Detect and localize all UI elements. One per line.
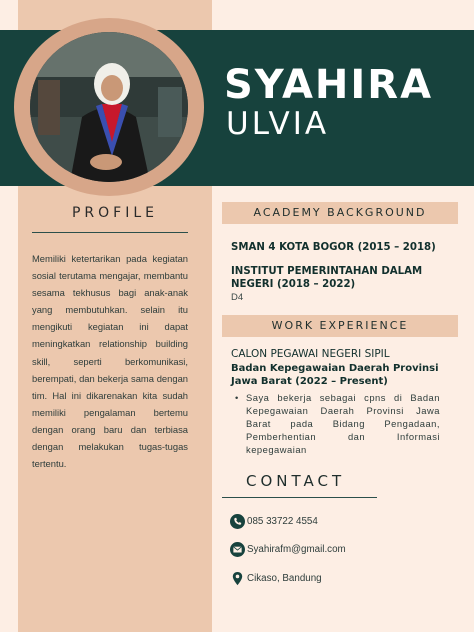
profile-photo	[30, 32, 188, 182]
profile-text: Memiliki ketertarikan pada kegiatan sosial terutama mengajar, membantu sesama tekhusus bagi anak-anak yang membutuhkan. selain itu mengikuti kegiatan ini dapat meningkatkan relationship building skill, seperti berkomunikasi, berempati, dan bekerja sama dengan tim. Hal ini dikarenakan kita sudah memiliki pengalaman bertemu dengan orang baru dan terbiasa dengan melakukan tugas-tugas tertentu.	[32, 253, 188, 470]
last-name: ULVIA	[226, 106, 330, 142]
job-organization: Badan Kepegawaian Daerah Provinsi Jawa Barat (2022 – Present)	[231, 363, 439, 387]
map-pin-icon	[230, 571, 245, 586]
education-item-institute: INSTITUT PEMERINTAHAN DALAM NEGERI (2018 – 2022)	[231, 266, 423, 290]
contact-location	[230, 570, 322, 586]
envelope-icon	[230, 542, 245, 557]
email-address: Syahirafm@gmail.com	[247, 543, 346, 555]
profile-heading: PROFILE	[71, 205, 159, 221]
contact-phone	[230, 513, 318, 529]
academy-heading: ACADEMY BACKGROUND	[222, 202, 458, 224]
phone-number: 085 33722 4554	[247, 515, 318, 527]
contact-email	[230, 541, 346, 557]
contact-divider	[222, 497, 377, 498]
work-heading: WORK EXPERIENCE	[222, 315, 458, 337]
location-text: Cikaso, Bandung	[247, 572, 322, 584]
first-name: SYAHIRA	[224, 62, 434, 108]
job-position: CALON PEGAWAI NEGERI SIPIL	[231, 348, 390, 360]
job-description-list	[235, 391, 440, 456]
phone-icon	[230, 514, 245, 529]
profile-divider	[32, 232, 188, 233]
education-item-degree: D4	[231, 292, 244, 303]
job-description-item: • Saya bekerja sebagai cpns di Badan Kepegawaian Daerah Provinsi Jawa Barat pada Bidang Pengadaan, Pemberhentian dan Informasi kepegawaian	[235, 391, 440, 456]
education-item-school: SMAN 4 KOTA BOGOR (2015 – 2018)	[231, 242, 436, 253]
contact-heading: CONTACT	[246, 472, 346, 490]
